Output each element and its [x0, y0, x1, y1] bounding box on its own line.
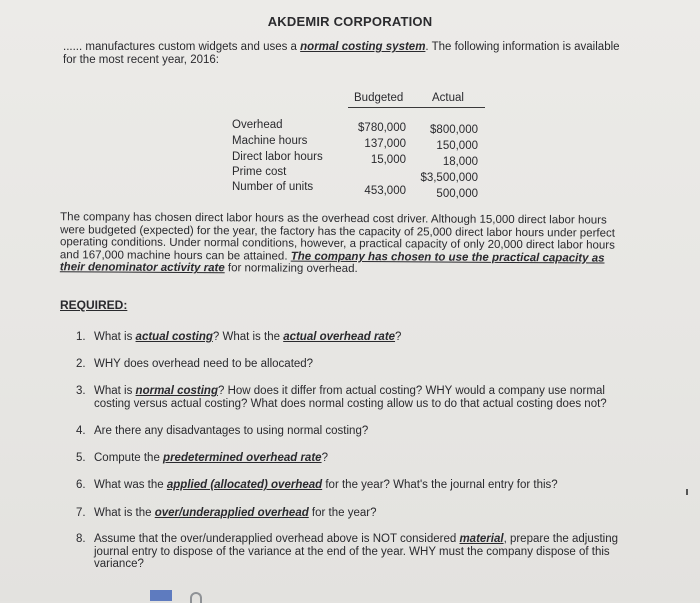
question-number: 7. — [76, 507, 86, 519]
question-text: Are there any disadvantages to using normal costing? — [94, 425, 369, 437]
question-text: ? How does it differ from actual costing? WHY would a company use normal — [217, 385, 605, 397]
question-term: actual costing — [135, 331, 213, 343]
question-text: What is — [94, 331, 136, 343]
question-6 — [76, 479, 656, 492]
question-4 — [76, 425, 656, 438]
para-line-4: and 167,000 machine hours can be attained. — [59, 248, 291, 263]
question-text: Assume that the over/underapplied overhead above is NOT considered — [94, 533, 460, 545]
actual-header: Actual — [432, 92, 464, 104]
required-heading: REQUIRED: — [60, 298, 128, 312]
intro-line2: for the most recent year, 2016: — [63, 54, 219, 66]
actual-prime-cost: $3,500,000 — [420, 172, 478, 184]
question-text: WHY does overhead need to be allocated? — [94, 358, 314, 370]
question-number: 8. — [76, 533, 86, 545]
question-number: 2. — [76, 358, 86, 370]
description-paragraph — [60, 211, 645, 278]
para-line-5: for normalizing overhead. — [224, 262, 358, 276]
question-text: ? — [395, 331, 402, 343]
actual-number-of-units: 500,000 — [436, 188, 478, 200]
question-5 — [76, 452, 656, 465]
para-emphasis-1: The company has chosen to use the practical capacity as — [290, 250, 605, 265]
question-text: What was the — [94, 479, 167, 491]
actual-overhead: $800,000 — [430, 124, 478, 136]
question-number: 5. — [76, 452, 86, 464]
question-text: ? — [321, 452, 328, 464]
question-number: 3. — [76, 385, 86, 397]
row-label-number-of-units: Number of units — [232, 181, 314, 193]
actual-machine-hours: 150,000 — [436, 140, 478, 152]
row-label-direct-labor-hours: Direct labor hours — [232, 151, 323, 163]
question-text: for the year? What's the journal entry for this? — [322, 479, 558, 491]
question-text: What is the — [94, 507, 155, 519]
question-continuation: variance? — [94, 558, 144, 570]
para-emphasis-2: their denominator activity rate — [59, 261, 225, 275]
intro-term: normal costing system — [300, 41, 426, 53]
question-text: Compute the — [94, 452, 164, 464]
margin-mark — [686, 489, 688, 495]
question-8 — [76, 533, 656, 571]
question-term: over/underapplied overhead — [154, 507, 309, 519]
question-number: 6. — [76, 479, 86, 491]
question-text: for the year? — [308, 507, 377, 519]
question-1 — [76, 331, 656, 344]
question-text: ? What is the — [212, 331, 284, 343]
cropped-blue-mark — [150, 590, 172, 601]
row-label-machine-hours: Machine hours — [232, 135, 308, 147]
question-continuation: journal entry to dispose of the variance at the end of the year. WHY must the company dispose of this — [94, 545, 610, 558]
row-label-overhead: Overhead — [232, 119, 283, 131]
actual-direct-labor-hours: 18,000 — [442, 156, 478, 168]
intro-text — [63, 41, 673, 67]
question-term: normal costing — [135, 385, 218, 397]
para-line-3: operating conditions. Under normal conditions, however, a practical capacity of only 20,000 direct labor hours — [59, 236, 615, 252]
question-term: actual overhead rate — [283, 331, 396, 343]
question-number: 1. — [76, 331, 86, 343]
budgeted-direct-labor-hours: 15,000 — [370, 154, 406, 166]
intro-lead: ...... manufactures custom widgets and uses a — [63, 41, 301, 53]
question-2 — [76, 358, 656, 371]
cropped-arc-mark — [190, 592, 202, 603]
question-7 — [76, 507, 656, 520]
budgeted-header: Budgeted — [354, 92, 404, 104]
budgeted-overhead: $780,000 — [358, 122, 406, 134]
header-rule — [348, 107, 485, 108]
question-text: , prepare the adjusting — [503, 533, 619, 545]
row-label-prime-cost: Prime cost — [232, 166, 287, 178]
question-term: material — [459, 533, 504, 545]
question-continuation: costing versus actual costing? What does normal costing allow us to do that actual costing does not? — [94, 397, 607, 410]
para-line-2: were budgeted (expected) for the year, the factory has the capacity of 25,000 direct labor hours under perfect — [60, 223, 616, 240]
question-term: applied (allocated) overhead — [166, 479, 323, 491]
question-3 — [76, 385, 656, 410]
budgeted-number-of-units: 453,000 — [364, 185, 406, 197]
question-text: What is — [94, 385, 136, 397]
question-term: predetermined overhead rate — [163, 452, 322, 464]
page-title: AKDEMIR CORPORATION — [267, 14, 433, 29]
intro-rest: . The following information is available — [425, 41, 620, 53]
para-line-1: The company has chosen direct labor hours as the overhead cost driver. Although 15,000 direct labor hours — [60, 211, 607, 227]
question-number: 4. — [76, 425, 86, 437]
budgeted-machine-hours: 137,000 — [364, 138, 406, 150]
